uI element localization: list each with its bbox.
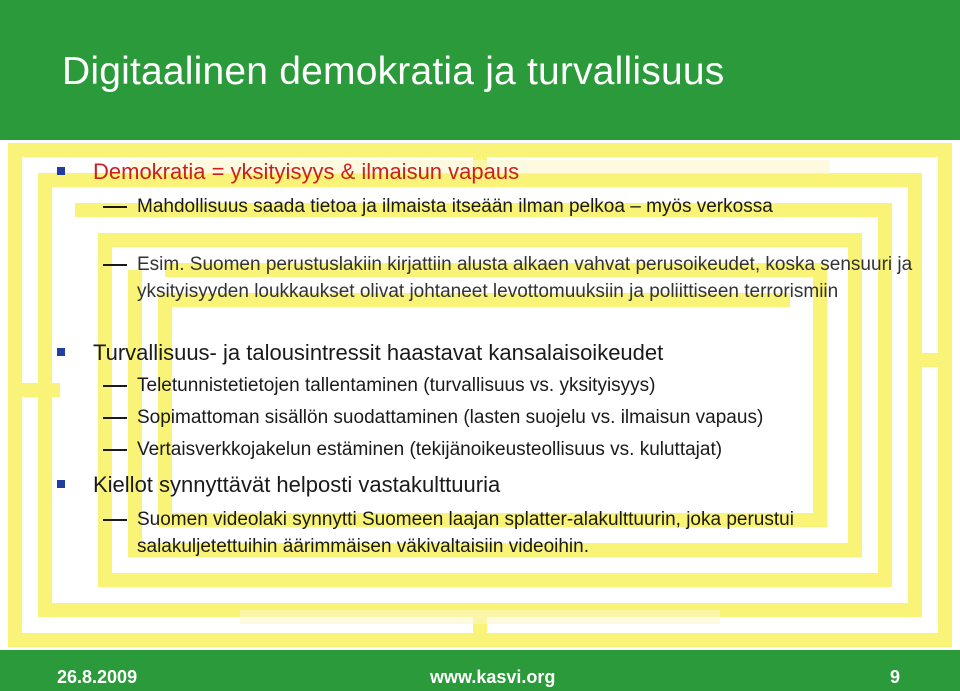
sub-bullet: Esim. Suomen perustuslakiin kirjattiin alusta alkaen vahvat perusoikeudet, koska sensuuri ja yksityisyyden loukkaukset olivat johtaneet levottomuuksiin ja poliittiseen terrorismiin <box>137 251 937 305</box>
page-number: 9 <box>890 667 901 687</box>
slide-title: Digitaalinen demokratia ja turvallisuus <box>62 50 725 93</box>
dash-bullet-icon <box>103 264 127 266</box>
footer-url: www.kasvi.org <box>430 667 556 687</box>
sub-bullet: Suomen videolaki synnytti Suomeen laajan splatter-alakulttuurin, joka perustui salakuljetettuihin äärimmäisen väkivaltaisiin videoihin. <box>137 506 882 560</box>
sub-bullet: Vertaisverkkojakelun estäminen (tekijänoikeusteollisuus vs. kuluttajat) <box>137 436 957 463</box>
footer-date: 26.8.2009 <box>57 667 138 687</box>
dash-bullet-icon <box>103 519 127 521</box>
sub-bullet: Mahdollisuus saada tietoa ja ilmaista itseään ilman pelkoa – myös verkossa <box>137 193 857 220</box>
dash-bullet-icon <box>103 385 127 387</box>
dash-bullet-icon <box>103 206 127 208</box>
dash-bullet-icon <box>103 449 127 451</box>
sub-bullet: Teletunnistetietojen tallentaminen (turvallisuus vs. yksityisyys) <box>137 372 957 399</box>
square-bullet-icon <box>57 480 65 488</box>
sub-bullet: Sopimattoman sisällön suodattaminen (lasten suojelu vs. ilmaisun vapaus) <box>137 404 957 431</box>
bullet-prohibitions: Kiellot synnyttävät helposti vastakulttuuria <box>93 472 500 498</box>
footer <box>0 650 960 691</box>
square-bullet-icon <box>57 167 65 175</box>
dash-bullet-icon <box>103 417 127 419</box>
bullet-security: Turvallisuus- ja talousintressit haastavat kansalaisoikeudet <box>93 340 663 366</box>
bullet-democracy: Demokratia = yksityisyys & ilmaisun vapaus <box>93 159 519 185</box>
square-bullet-icon <box>57 348 65 356</box>
